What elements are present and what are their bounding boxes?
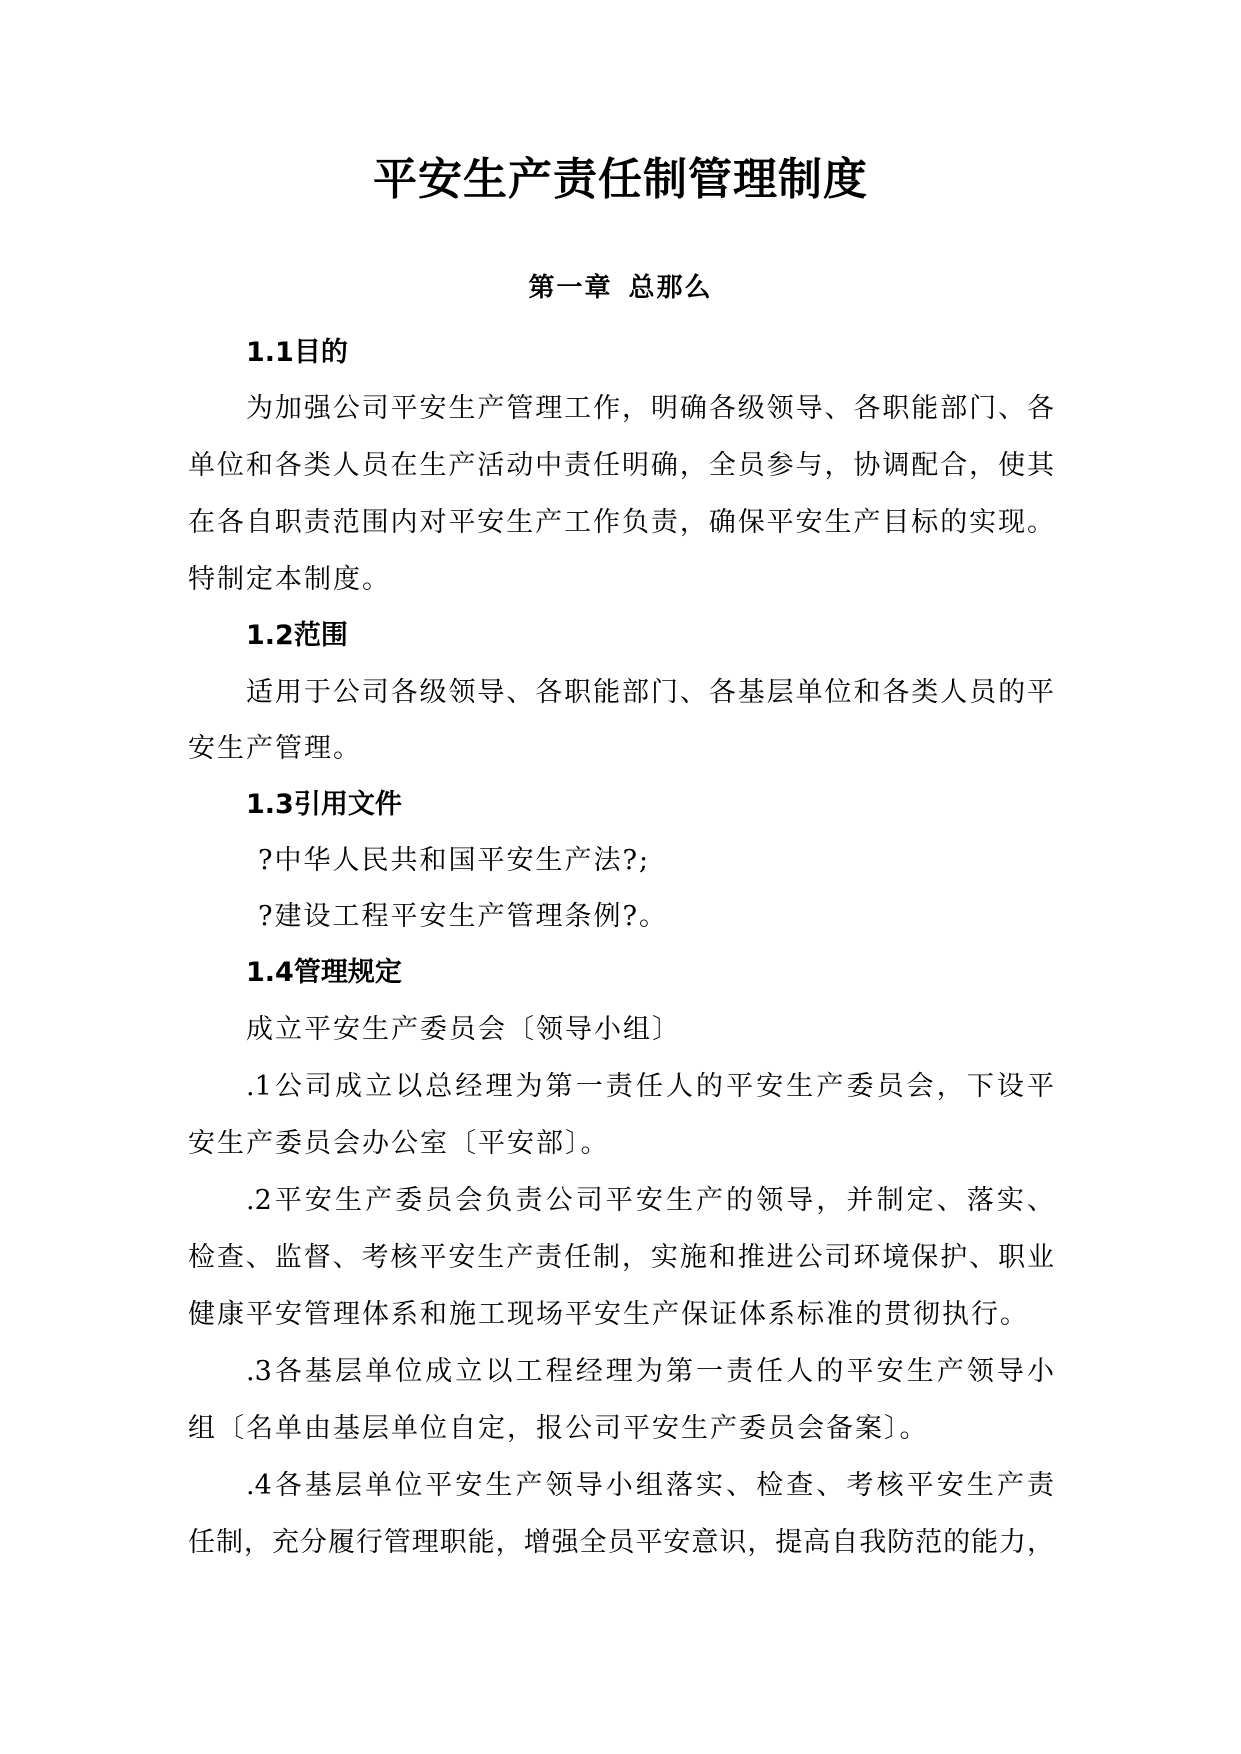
paragraph-line: .3各基层单位成立以工程经理为第一责任人的平安生产领导小 (246, 1356, 1054, 1387)
paragraph-line: 安生产委员会办公室〔平安部〕。 (188, 1128, 610, 1159)
chapter-heading (0, 268, 1241, 308)
paragraph-line: .4各基层单位平安生产领导小组落实、检查、考核平安生产责 (246, 1470, 1054, 1501)
paragraph-line: .2平安生产委员会负责公司平安生产的领导，并制定、落实、 (246, 1185, 1054, 1216)
paragraph-line: 检查、监督、考核平安生产责任制，实施和推进公司环境保护、职业 (188, 1242, 1054, 1273)
paragraph-line: 成立平安生产委员会〔领导小组〕 (246, 1014, 681, 1045)
paragraph-line: 为加强公司平安生产管理工作，明确各级领导、各职能部门、各 (246, 393, 1054, 424)
paragraph-line: 特制定本制度。 (188, 564, 391, 595)
paragraph-line: 安生产管理。 (188, 733, 362, 764)
paragraph-line: 在各自职责范围内对平安生产工作负责，确保平安生产目标的实现。 (188, 507, 1054, 538)
paragraph-line: .1公司成立以总经理为第一责任人的平安生产委员会，下设平 (246, 1071, 1054, 1102)
chapter-name: 总那么 (628, 273, 713, 303)
reference-item: ?建设工程平安生产管理条例?。 (258, 901, 668, 932)
section-heading-purpose: 1.1目的 (246, 337, 348, 368)
section-heading-scope: 1.2范围 (246, 620, 348, 651)
section-heading-references: 1.3引用文件 (246, 789, 402, 820)
paragraph-line: 任制，充分履行管理职能，增强全员平安意识，提高自我防范的能力， (188, 1527, 1054, 1558)
paragraph-line: 适用于公司各级领导、各职能部门、各基层单位和各类人员的平 (246, 677, 1054, 708)
paragraph-line: 组〔名单由基层单位自定，报公司平安生产委员会备案〕。 (188, 1413, 929, 1444)
document-title: 平安生产责任制管理制度 (373, 154, 868, 205)
chapter-label: 第一章 (528, 273, 613, 303)
reference-item: ?中华人民共和国平安生产法?; (258, 845, 651, 876)
section-heading-regulations: 1.4管理规定 (246, 957, 402, 988)
paragraph-line: 健康平安管理体系和施工现场平安生产保证体系标准的贯彻执行。 (188, 1299, 1029, 1330)
paragraph-line: 单位和各类人员在生产活动中责任明确，全员参与，协调配合，使其 (188, 450, 1054, 481)
